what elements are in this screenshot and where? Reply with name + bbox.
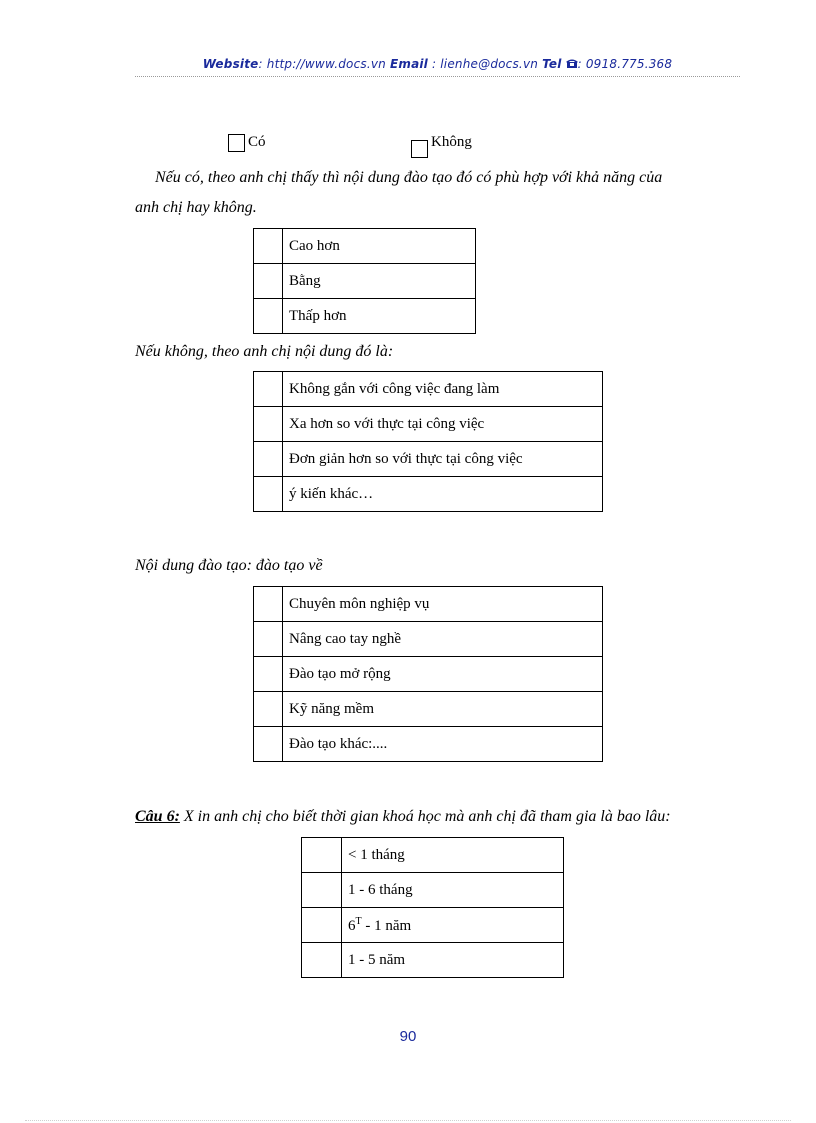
option-label: Đào tạo mở rộng (283, 657, 603, 692)
table-row[interactable] (254, 407, 603, 442)
table-row[interactable] (254, 442, 603, 477)
option-label: 1 - 6 tháng (342, 873, 564, 908)
option-label: Xa hơn so với thực tại công việc (283, 407, 603, 442)
option-label: Đơn giản hơn so với thực tại công việc (283, 442, 603, 477)
table-row[interactable] (254, 587, 603, 622)
answer-cell[interactable] (254, 587, 283, 622)
answer-cell[interactable] (254, 442, 283, 477)
option-label: Nâng cao tay nghề (283, 622, 603, 657)
tel-label: Tel (542, 57, 562, 71)
choice-no-label: Không (431, 134, 472, 150)
answer-cell[interactable] (254, 657, 283, 692)
answer-cell[interactable] (254, 692, 283, 727)
page-number: 90 (399, 1028, 417, 1045)
answer-cell[interactable] (254, 477, 283, 512)
page-header (135, 57, 740, 72)
answer-cell[interactable] (254, 727, 283, 762)
answer-cell[interactable] (302, 908, 342, 943)
option-label: Bằng (283, 264, 476, 299)
question-6-label: Câu 6: (135, 808, 180, 825)
table-suitability (253, 228, 476, 334)
header-divider (135, 76, 740, 77)
answer-cell[interactable] (254, 299, 283, 334)
checkbox-no[interactable] (411, 140, 428, 158)
email-label: Email (389, 57, 428, 71)
table-row[interactable] (302, 873, 564, 908)
website-value: : http://www.docs.vn (258, 57, 386, 71)
para3: Nội dung đào tạo: đào tạo về (135, 557, 323, 574)
choice-no[interactable] (411, 134, 472, 158)
answer-cell[interactable] (254, 407, 283, 442)
table-row[interactable] (302, 838, 564, 873)
website-label: Website (202, 57, 259, 71)
option-label: Không gắn với công việc đang làm (283, 372, 603, 407)
email-value: : lienhe@docs.vn (432, 57, 539, 71)
option-label (342, 908, 564, 943)
option-label: < 1 tháng (342, 838, 564, 873)
footer-divider (25, 1120, 791, 1121)
answer-cell[interactable] (254, 229, 283, 264)
checkbox-yes[interactable] (228, 134, 245, 152)
table-row[interactable] (302, 943, 564, 978)
answer-cell[interactable] (254, 372, 283, 407)
option-label: Kỹ năng mềm (283, 692, 603, 727)
option-label: Cao hơn (283, 229, 476, 264)
para1-line1: Nếu có, theo anh chị thấy thì nội dung đào tạo đó có phù hợp với khả năng của (155, 169, 663, 186)
answer-cell[interactable] (302, 838, 342, 873)
tel-value: : 0918.775.368 (577, 57, 673, 71)
table-content-issue (253, 371, 603, 512)
option-number: 6 (348, 917, 356, 934)
question-6-text: X in anh chị cho biết thời gian khoá học mà anh chị đã tham gia là bao lâu: (179, 808, 671, 825)
option-rest: - 1 năm (361, 917, 412, 934)
para2: Nếu không, theo anh chị nội dung đó là: (135, 343, 394, 360)
answer-cell[interactable] (254, 264, 283, 299)
option-label: Thấp hơn (283, 299, 476, 334)
choice-yes[interactable] (228, 134, 266, 152)
table-course-duration (301, 837, 564, 978)
option-label: 1 - 5 năm (342, 943, 564, 978)
table-row[interactable] (254, 657, 603, 692)
table-row[interactable] (254, 727, 603, 762)
answer-cell[interactable] (254, 622, 283, 657)
option-label: ý kiến khác… (283, 477, 603, 512)
option-label: Đào tạo khác:.... (283, 727, 603, 762)
table-row[interactable] (254, 229, 476, 264)
table-row[interactable] (254, 299, 476, 334)
table-row[interactable] (254, 477, 603, 512)
para1-line2: anh chị hay không. (135, 199, 257, 216)
table-training-content (253, 586, 603, 762)
table-row[interactable] (254, 622, 603, 657)
phone-icon (566, 58, 578, 72)
answer-cell[interactable] (302, 943, 342, 978)
table-row[interactable] (254, 264, 476, 299)
answer-cell[interactable] (302, 873, 342, 908)
table-row[interactable] (302, 908, 564, 943)
choice-yes-label: Có (248, 134, 266, 150)
option-label: Chuyên môn nghiệp vụ (283, 587, 603, 622)
question-6 (135, 802, 671, 832)
option-superscript: T (355, 915, 362, 927)
table-row[interactable] (254, 692, 603, 727)
table-row[interactable] (254, 372, 603, 407)
